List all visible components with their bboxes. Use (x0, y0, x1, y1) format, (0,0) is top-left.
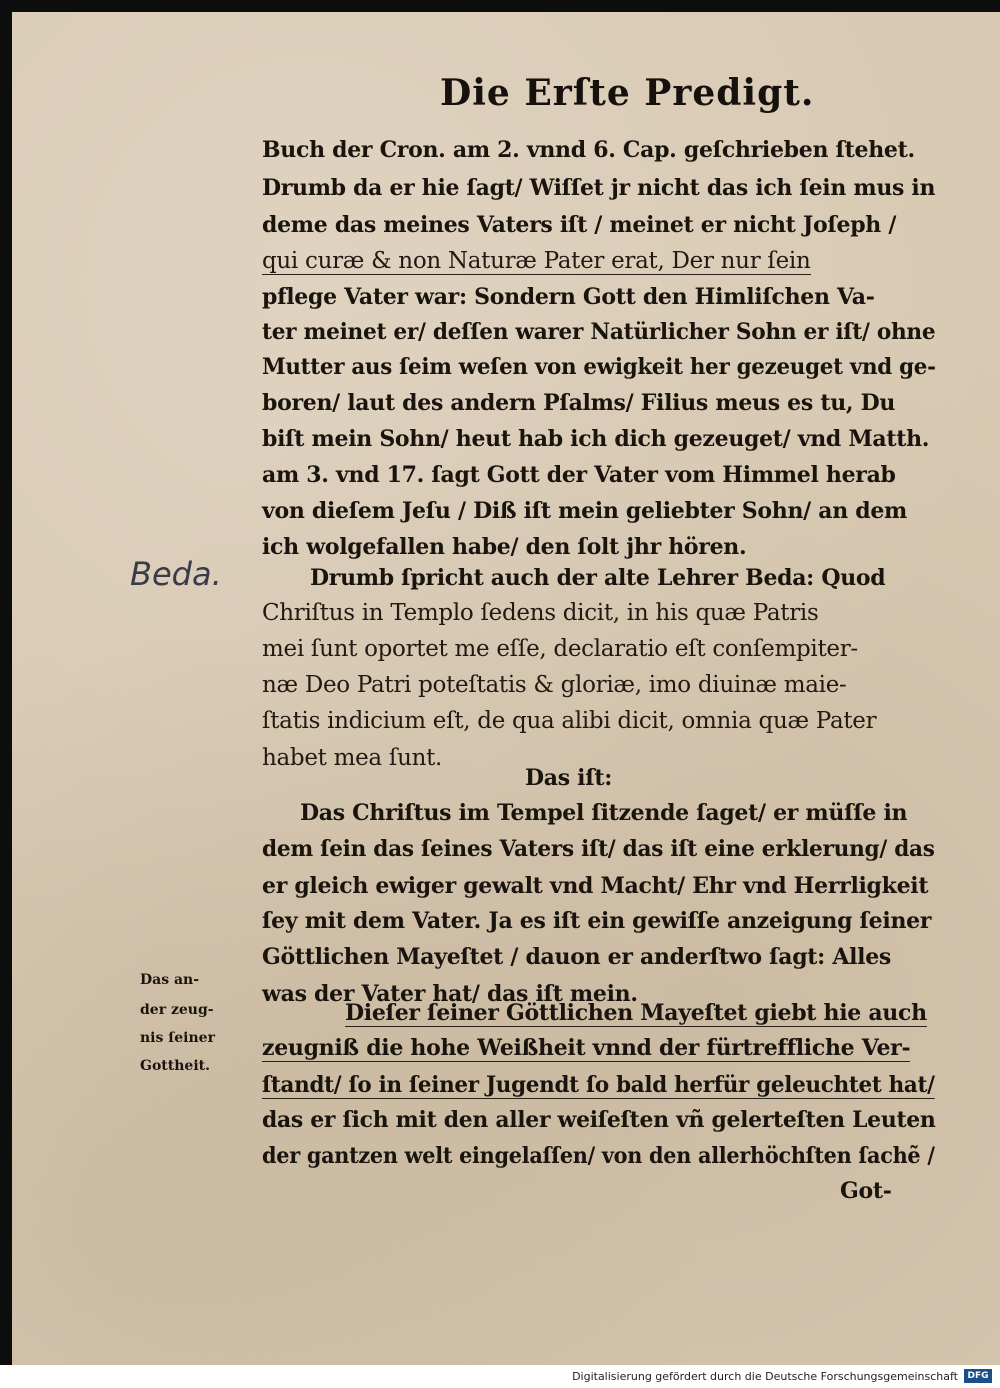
text-line: Chriſtus in Templo ſedens dicit, in his quæ Patris (262, 600, 819, 626)
text-line: ter meinet er/ deſſen warer Natürlicher Sohn er iſt/ ohne (262, 319, 936, 345)
text-line: boren/ laut des andern Pſalms/ Filius meus es tu, Du (262, 390, 896, 416)
page-heading: Die Erſte Predigt. (440, 72, 815, 114)
footer-credit: Digitalisierung gefördert durch die Deutsche Forschungsgemeinschaft (572, 1370, 958, 1383)
text-line: Dieſer ſeiner Göttlichen Mayeſtet giebt hie auch (345, 1000, 927, 1026)
text-line: mei ſunt oportet me eſſe, declaratio eſt conſempiter- (262, 636, 858, 662)
text-line: Das iſt: (525, 765, 613, 791)
text-line: habet mea ſunt. (262, 745, 443, 771)
text-line: Das Chriſtus im Tempel ſitzende ſaget/ er müſſe in (300, 800, 908, 826)
text-line: Mutter aus ſeim weſen von ewigkeit her gezeuget vnd ge- (262, 354, 936, 380)
margin-note-handwritten: Beda. (130, 555, 222, 593)
text-line: Drumb da er hie ſagt/ Wiſſet jr nicht das ich ſein mus in (262, 175, 936, 201)
text-line: ſtatis indicium eſt, de qua alibi dicit, omnia quæ Pater (262, 708, 877, 734)
text-line: dem ſein das ſeines Vaters iſt/ das iſt eine erklerung/ das (262, 836, 935, 862)
side-note-line: der zeug- (140, 1002, 214, 1018)
text-line: ich wolgefallen habe/ den ſolt jhr hören. (262, 534, 747, 560)
text-line: næ Deo Patri poteſtatis & gloriæ, imo diuinæ maie- (262, 672, 847, 698)
text-line: deme das meines Vaters iſt / meinet er nicht Joſeph / (262, 212, 897, 238)
side-note-line: Gottheit. (140, 1058, 210, 1074)
text-line: er gleich ewiger gewalt vnd Macht/ Ehr vnd Herrligkeit (262, 873, 929, 899)
side-note-line: nis ſeiner (140, 1030, 215, 1046)
side-note-line: Das an- (140, 972, 200, 988)
text-line: Buch der Cron. am 2. vnnd 6. Cap. geſchrieben ſtehet. (262, 137, 915, 163)
text-line: Göttlichen Mayeſtet / dauon er anderſtwo ſagt: Alles (262, 944, 892, 970)
text-line: ſtandt/ ſo in ſeiner Jugendt ſo bald herfür geleuchtet hat/ (262, 1072, 935, 1098)
text-line: der gantzen welt eingelaſſen/ von den allerhöchſten ſachẽ / (262, 1143, 935, 1169)
text-line: Got- (840, 1178, 892, 1204)
text-line: pflege Vater war: Sondern Gott den Himliſchen Va- (262, 284, 875, 310)
text-line: am 3. vnd 17. ſagt Gott der Vater vom Himmel herab (262, 462, 896, 488)
text-line: Drumb ſpricht auch der alte Lehrer Beda: Quod (310, 565, 886, 591)
text-line: ſey mit dem Vater. Ja es iſt ein gewiſſe anzeigung ſeiner (262, 908, 932, 934)
text-line: von dieſem Jeſu / Diß iſt mein geliebter Sohn/ an dem (262, 498, 908, 524)
text-line: qui curæ & non Naturæ Pater erat, Der nur ſein (262, 248, 811, 274)
text-line: was der Vater hat/ das iſt mein. (262, 981, 638, 1007)
text-line: das er ſich mit den aller weiſeſten vñ gelerteſten Leuten (262, 1107, 936, 1133)
text-line: zeugniß die hohe Weißheit vnnd der fürtreffliche Ver- (262, 1035, 911, 1061)
text-line: biſt mein Sohn/ heut hab ich dich gezeuget/ vnd Matth. (262, 426, 930, 452)
dfg-logo: DFG (964, 1369, 992, 1383)
